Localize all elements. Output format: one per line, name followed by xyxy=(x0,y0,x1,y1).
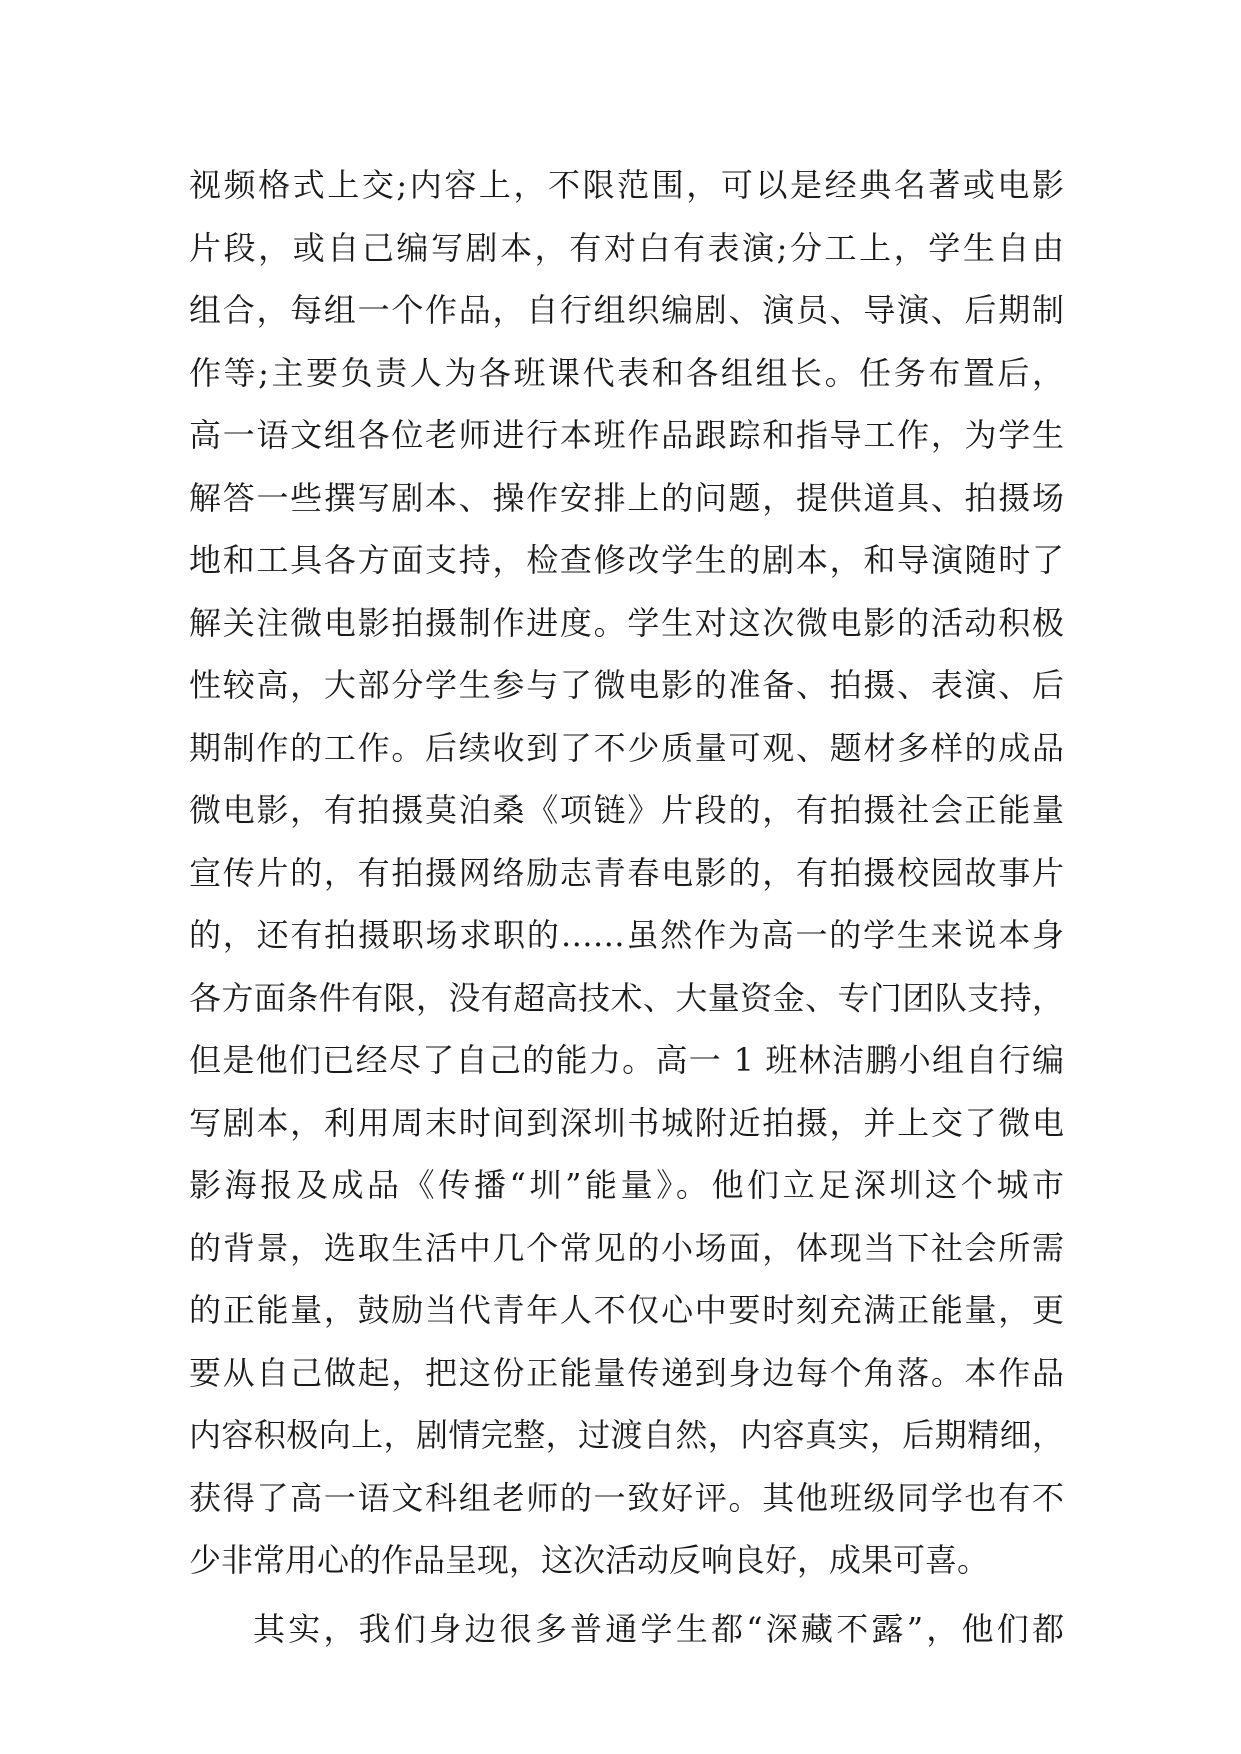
text-line: 性较高，大部分学生参与了微电影的准备、拍摄、表演、后 xyxy=(189,666,1064,704)
text-line: 但是他们已经尽了自己的能力。高一 1 班林洁鹏小组自行编 xyxy=(189,1041,1064,1079)
text-line: 的，还有拍摄职场求职的……虽然作为高一的学生来说本身 xyxy=(189,916,1064,954)
text-line: 的正能量，鼓励当代青年人不仅心中要时刻充满正能量，更 xyxy=(189,1291,1064,1329)
text-line: 解关注微电影拍摄制作进度。学生对这次微电影的活动积极 xyxy=(189,603,1064,642)
text-line: 微电影，有拍摄莫泊桑《项链》片段的，有拍摄社会正能量 xyxy=(189,791,1064,829)
text-line: 各方面条件有限，没有超高技术、大量资金、专门团队支持， xyxy=(189,978,1064,1017)
text-line: 地和工具各方面支持，检查修改学生的剧本，和导演随时了 xyxy=(189,541,1064,579)
text-line: 获得了高一语文科组老师的一致好评。其他班级同学也有不 xyxy=(189,1478,1064,1517)
text-line: 期制作的工作。后续收到了不少质量可观、题材多样的成品 xyxy=(189,728,1064,767)
body-text xyxy=(189,154,1064,1660)
text-line: 片段，或自己编写剧本，有对白有表演;分工上，学生自由 xyxy=(189,228,1064,267)
paragraph-first-line: 其实，我们身边很多普通学生都“深藏不露”，他们都 xyxy=(253,1609,1064,1648)
text-line: 内容积极向上，剧情完整，过渡自然，内容真实，后期精细， xyxy=(189,1416,1064,1454)
text-line: 视频格式上交;内容上，不限范围，可以是经典名著或电影 xyxy=(189,166,1064,204)
text-line: 影海报及成品《传播“圳”能量》。他们立足深圳这个城市 xyxy=(189,1166,1064,1204)
text-line: 组合，每组一个作品，自行组织编剧、演员、导演、后期制 xyxy=(189,291,1064,329)
text-line: 写剧本，利用周末时间到深圳书城附近拍摄，并上交了微电 xyxy=(189,1103,1064,1142)
text-line: 作等;主要负责人为各班课代表和各组组长。任务布置后， xyxy=(189,353,1064,392)
text-line: 解答一些撰写剧本、操作安排上的问题，提供道具、拍摄场 xyxy=(189,478,1064,517)
text-line: 的背景，选取生活中几个常见的小场面，体现当下社会所需 xyxy=(189,1228,1064,1267)
text-line: 宣传片的，有拍摄网络励志青春电影的，有拍摄校园故事片 xyxy=(189,853,1064,892)
paragraph-last-line: 少非常用心的作品呈现，这次活动反响良好，成果可喜。 xyxy=(189,1541,990,1579)
text-line: 要从自己做起，把这份正能量传递到身边每个角落。本作品 xyxy=(189,1353,1064,1392)
text-line: 高一语文组各位老师进行本班作品跟踪和指导工作，为学生 xyxy=(189,416,1064,454)
